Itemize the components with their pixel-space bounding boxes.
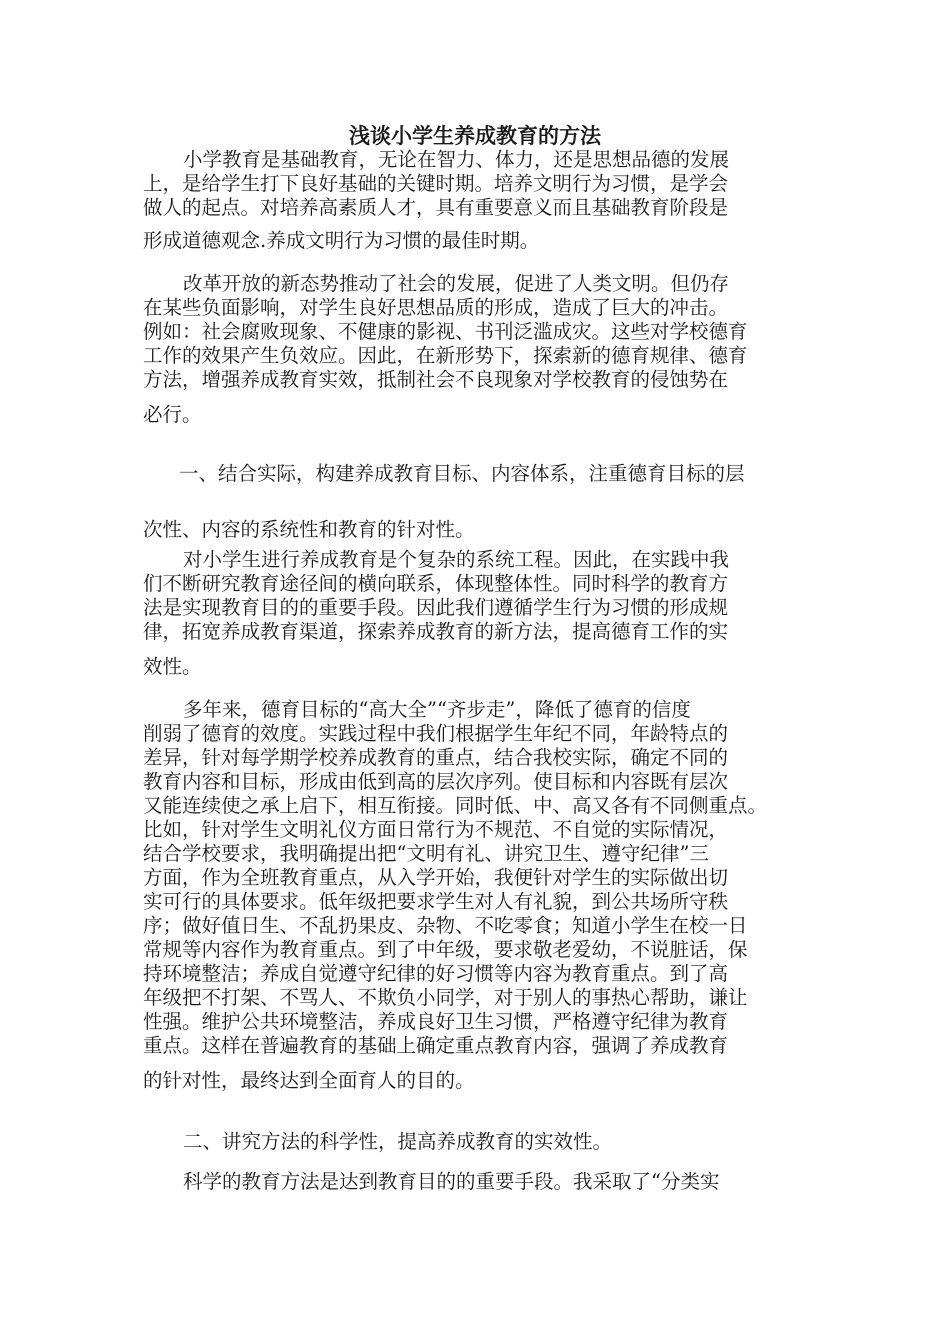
- text-line: 年级把不打架、不骂人、不欺负小同学，对于别人的事热心帮助，谦让: [143, 986, 748, 1009]
- text-line: 多年来，德育目标的“高大全”“齐步走”，降低了德育的信度: [183, 698, 691, 721]
- text-line: 削弱了德育的效度。实践过程中我们根据学生年纪不同，年龄特点的: [143, 722, 729, 745]
- text-line: 工作的效果产生负效应。因此，在新形势下，探索新的德育规律、德育: [143, 344, 748, 367]
- text-line: 教育内容和目标，形成由低到高的层次序列。使目标和内容既有层次: [143, 770, 729, 793]
- text-line: 在某些负面影响，对学生良好思想品质的形成，造成了巨大的冲击。: [143, 296, 729, 319]
- paragraph-goals: [143, 698, 813, 1098]
- paragraph-intro: [143, 148, 813, 258]
- text-line: 方面，作为全班教育重点，从入学开始，我便针对学生的实际做出切: [143, 866, 729, 889]
- paragraph-methods: [143, 1166, 813, 1198]
- text-line: 比如，针对学生文明礼仪方面日常行为不规范、不自觉的实际情况，: [143, 818, 729, 841]
- text-line: 律，拓宽养成教育渠道，探索养成教育的新方法，提高德育工作的实: [143, 620, 729, 643]
- text-line: 实可行的具体要求。低年级把要求学生对人有礼貌，到公共场所守秩: [143, 890, 729, 913]
- text-line: 做人的起点。对培养高素质人才，具有重要意义而且基础教育阶段是: [143, 196, 729, 219]
- text-line: 上，是给学生打下良好基础的关键时期。培养文明行为习惯，是学会: [143, 172, 729, 195]
- heading-line: 二、讲究方法的科学性，提高养成教育的实效性。: [183, 1130, 613, 1153]
- heading-line: 一、结合实际，构建养成教育目标、内容体系，注重德育目标的层: [179, 462, 745, 485]
- text-line: 序；做好值日生、不乱扔果皮、杂物、不吃零食；知道小学生在校一日: [143, 914, 748, 937]
- text-line: 性强。维护公共环境整洁，养成良好卫生习惯，严格遵守纪律为教育: [143, 1010, 729, 1033]
- text-line: 形成道德观念.养成文明行为习惯的最佳时期。: [143, 229, 540, 252]
- text-line: 常规等内容作为教育重点。到了中年级，要求敬老爱幼，不说脏话，保: [143, 938, 748, 961]
- text-line: 方法，增强养成教育实效，抵制社会不良现象对学校教育的侵蚀势在: [143, 368, 729, 391]
- text-line: 改革开放的新态势推动了社会的发展，促进了人类文明。但仍存: [183, 272, 730, 295]
- text-line: 对小学生进行养成教育是个复杂的系统工程。因此，在实践中我: [183, 548, 730, 571]
- text-line: 科学的教育方法是达到教育目的的重要手段。我采取了“分类实: [183, 1170, 720, 1193]
- text-line: 又能连续使之承上启下，相互衔接。同时低、中、高又各有不同侧重点。: [143, 794, 768, 817]
- text-line: 法是实现教育目的的重要手段。因此我们遵循学生行为习惯的形成规: [143, 596, 729, 619]
- text-line: 差异，针对每学期学校养成教育的重点，结合我校实际，确定不同的: [143, 746, 729, 769]
- text-line: 重点。这样在普遍教育的基础上确定重点教育内容，强调了养成教育: [143, 1034, 729, 1057]
- text-line: 持环境整洁；养成自觉遵守纪律的好习惯等内容为教育重点。到了高: [143, 962, 729, 985]
- text-line: 们不断研究教育途径间的横向联系，体现整体性。同时科学的教育方: [143, 572, 729, 595]
- paragraph-reform: [143, 272, 813, 432]
- text-line: 小学教育是基础教育，无论在智力、体力，还是思想品德的发展: [183, 148, 730, 171]
- text-line: 的针对性，最终达到全面育人的目的。: [143, 1069, 475, 1092]
- section-heading-2: [143, 1126, 813, 1158]
- text-line: 例如：社会腐败现象、不健康的影视、书刊泛滥成灾。这些对学校德育: [143, 320, 748, 343]
- text-line: 效性。: [143, 655, 202, 678]
- paragraph-system: [143, 548, 813, 684]
- heading-line: 次性、内容的系统性和教育的针对性。: [143, 518, 475, 541]
- document-title: 浅谈小学生养成教育的方法: [349, 123, 601, 148]
- section-heading-1: [143, 458, 813, 546]
- text-line: 结合学校要求，我明确提出把“文明有礼、讲究卫生、遵守纪律”三: [143, 842, 709, 865]
- text-line: 必行。: [143, 403, 202, 426]
